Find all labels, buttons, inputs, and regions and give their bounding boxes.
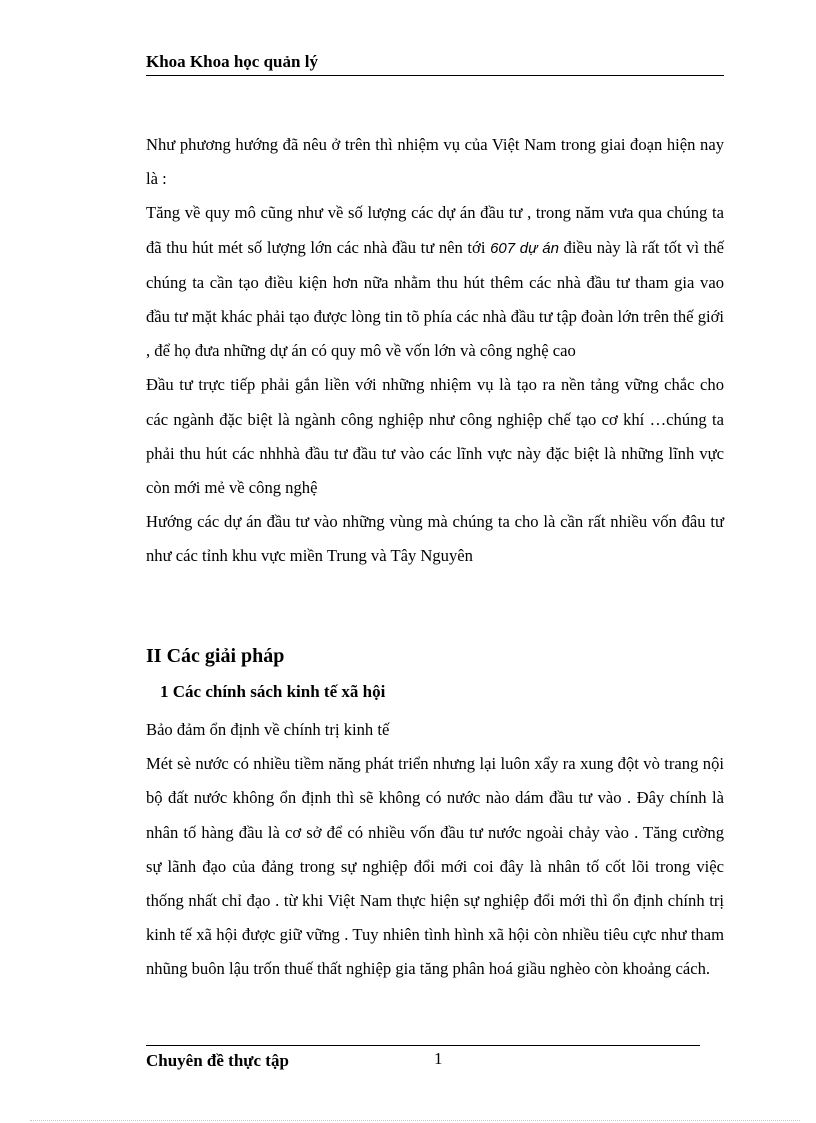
page-header [146,52,724,76]
page-number: 1 [434,1049,443,1068]
intro-body [146,128,724,574]
highlight-project-count: 607 dự án [490,239,559,257]
paragraph-direct-investment: Đầu tư trực tiếp phải gắn liền với những nhiệm vụ là tạo ra nền tảng vững chắc cho các ngành đặc biệt là ngành công nghiệp như công nghiệp chế tạo cơ khí …chúng ta phải thu hút các nhhhà đầu tư đầu tư vào các lĩnh vực này đặc biệt là những lĩnh vực còn mới mẻ về công nghệ [146,375,724,498]
footer-title: Chuyên đề thực tập [146,1051,289,1070]
paragraph-stability: Bảo đảm ổn định về chính trị kinh tế [146,720,390,739]
paragraph-scale-text-a: Tăng về quy mô cũng như về số lượng các dự án đầu tư , trong năm vưa qua chúng ta đã thu hút mét số lượng lớn các nhà đầu tư nên tới [146,203,724,257]
paragraph-conflict: Mét sè nước có nhiều tiềm năng phát triển nhưng lại luôn xẩy ra xung đột vò trang nội bộ đất nước không ổn định thì sẽ không có nước nào dám đầu tư vào . Đây chính là nhân tố hàng đầu là cơ sở để có nhiều vốn đầu tư nước ngoài chảy vào . Tăng cường sự lãnh đạo của đảng trong sự nghiệp đổi mới coi đây là nhân tố cốt lõi trong việc thống nhất chỉ đạo . từ khi Việt Nam thực hiện sự nghiệp đổi mới thì ổn định chính trị kinh tế xã hội được giữ vững . Tuy nhiên tình hình xã hội còn nhiều tiêu cực như tham nhũng buôn lậu trốn thuế thất nghiệp gia tăng phân hoá giầu nghèo còn khoảng cách. [146,754,724,979]
header-title: Khoa Khoa học quản lý [146,52,318,71]
paragraph-regions: Hướng các dự án đầu tư vào những vùng mà chúng ta cho là cần rất nhiều vốn đâu tư như các tỉnh khu vực miền Trung và Tây Nguyên [146,512,724,566]
paragraph-intro: Như phương hướng đã nêu ở trên thì nhiệm vụ của Việt Nam trong giai đoạn hiện nay là : [146,135,724,189]
page-edge-divider [30,1120,800,1121]
section-body [146,713,724,987]
footer-divider [146,1045,700,1046]
section-heading: II Các giải pháp [146,645,285,667]
paragraph-scale [146,196,724,368]
subsection-heading: 1 Các chính sách kinh tế xã hội [160,682,386,701]
paragraph-scale-text-b: điều này là rất tốt vì thế chúng ta cần tạo điều kiện hơn nữa nhằm thu hút thêm các nhà đầu tư tham gia vao đầu tư mặt khác phải tạo được lòng tin tõ phía các nhà đầu tư tập đoàn lớn trên thế giới , để họ đưa những dự án có quy mô về vốn lớn và công nghệ cao [146,237,724,361]
